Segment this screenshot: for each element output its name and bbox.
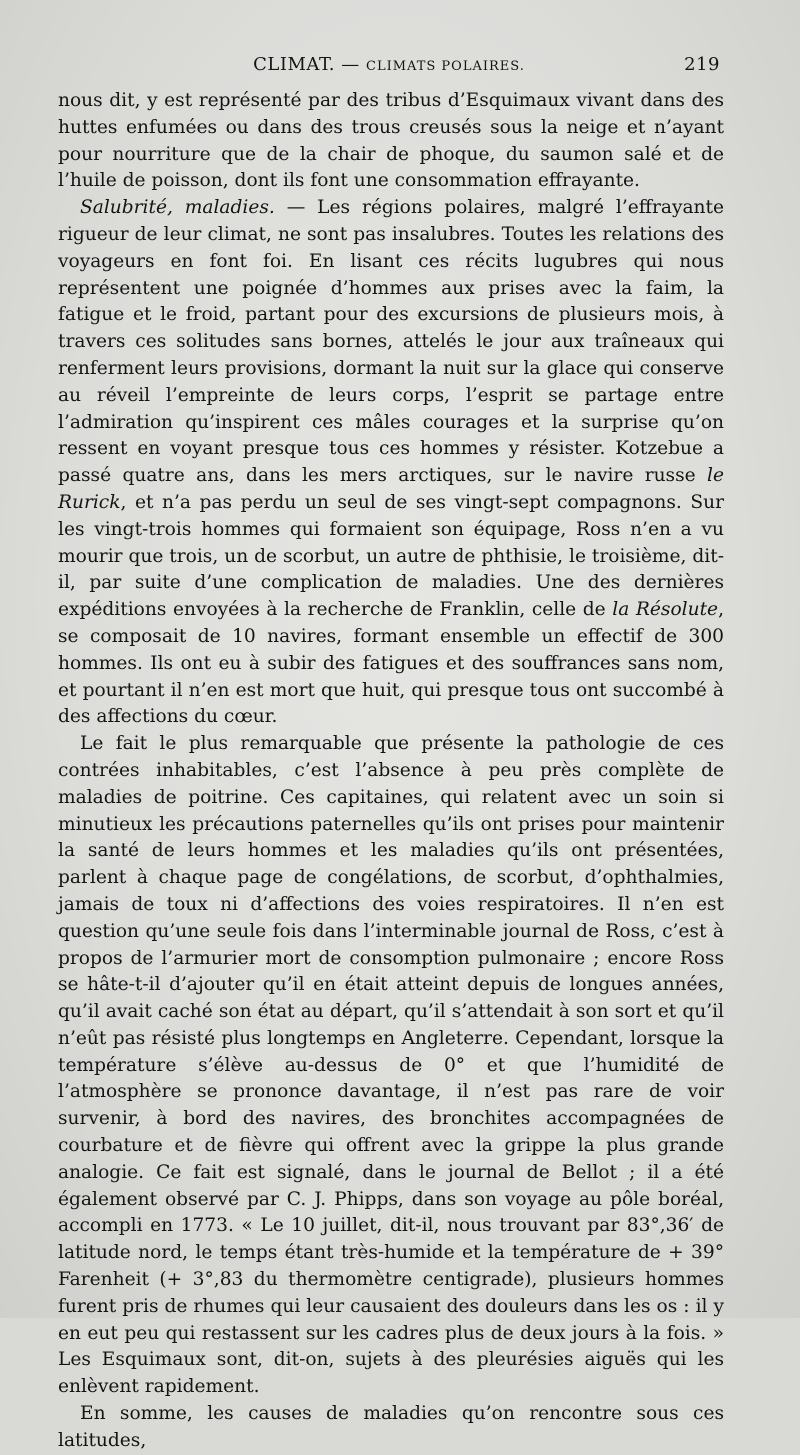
paragraph-salubrite	[58, 195, 724, 731]
paragraph-text: , et n’a pas perdu un seul de ses vingt-sept compagnons. Sur les vingt-trois hommes qui formaient son équipage, Ross n’en a vu mourir que trois, un de scorbut, un autre de phthisie, le troisième, dit-il, par suite d’une complication de maladies. Une des dernières expéditions envoyées à la recherche de Franklin, celle de	[58, 491, 724, 621]
section-heading: Salubrité, maladies.	[80, 197, 275, 219]
paragraph-text: , se composait de 10 navires, formant ensemble un effectif de 300 hommes. Ils ont eu à subir des fatigues et des souffrances sans nom, et pourtant il n’en est mort que huit, qui presque tous ont succombé à des affections du cœur.	[58, 599, 724, 728]
running-title	[58, 54, 720, 75]
running-header	[58, 54, 720, 80]
header-subsection: CLIMATS POLAIRES.	[366, 59, 525, 74]
paragraph-en-somme: En somme, les causes de maladies qu’on rencontre sous ces latitudes,	[58, 1403, 724, 1451]
header-section: CLIMAT.	[253, 54, 336, 75]
paragraph-continuation: nous dit, y est représenté par des tribus d’Esquimaux vivant dans des huttes enfumées ou dans des trous creusés sous la neige et n’ayant pour nourriture que de la chair de phoque, du saumon salé et de l’huile de poisson, dont ils font une consommation effrayante.	[58, 90, 724, 192]
heading-dash: —	[274, 197, 318, 219]
paragraph-text: Les régions polaires, malgré l’effrayante rigueur de leur climat, ne sont pas insalubres. Toutes les relations des voyageurs en font foi. En lisant ces récits lugubres qui nous représentent une poignée d’hommes aux prises avec la faim, la fatigue et le froid, partant pour des excursions de plusieurs mois, à travers ces solitudes sans bornes, attelés le jour aux traîneaux qui renferment leurs provisions, dormant la nuit sur la glace qui conserve au réveil l’empreinte de leurs corps, l’esprit se partage entre l’admiration qu’inspirent ces mâles courages et la surprise qu’on ressent en voyant presque tous ces hommes y résister. Kotzebue a passé quatre ans, dans les mers arctiques, sur le navire russe	[58, 197, 724, 487]
page-number: 219	[684, 54, 720, 75]
ship-name: le Rurick	[58, 465, 724, 513]
ship-name: la Résolute	[612, 599, 719, 621]
header-separator: —	[341, 54, 360, 75]
body-text	[58, 88, 724, 1455]
paragraph-pathologie: Le fait le plus remarquable que présente la pathologie de ces contrées inhabitables, c’est l’absence à peu près complète de maladies de poitrine. Ces capitaines, qui relatent avec un soin si minutieux les précautions paternelles qu’ils ont prises pour maintenir la santé de leurs hommes et les maladies qu’ils ont présentées, parlent à chaque page de congélations, de scorbut, d’ophthalmies, jamais de toux ni d’affections des voies respiratoires. Il n’en est question qu’une seule fois dans l’interminable journal de Ross, c’est à propos de l’armurier mort de consomption pulmonaire ; encore Ross se hâte-t-il d’ajouter qu’il en était atteint depuis de longues années, qu’il avait caché son état au départ, qu’il s’attendait à son sort et qu’il n’eût pas résisté plus longtemps en Angleterre. Cependant, lorsque la température s’élève au-dessus de 0° et que l’humidité de l’atmosphère se prononce davantage, il n’est pas rare de voir survenir, à bord des navires, des bronchites accompagnées de courbature et de fièvre qui offrent avec la grippe la plus grande analogie. Ce fait est signalé, dans le journal de Bellot ; il a été également observé par C. J. Phipps, dans son voyage au pôle boréal, accompli en 1773. « Le 10 juillet, dit-il, nous trouvant par 83°,36′ de latitude nord, le temps étant très-humide et la température de + 39° Farenheit (+ 3°,83 du thermomètre centigrade), plusieurs hommes furent pris de rhumes qui leur causaient des douleurs dans les os : il y en eut peu qui restassent sur les cadres plus de deux jours à la fois. » Les Esquimaux sont, dit-on, sujets à des pleurésies aiguës qui les enlèvent rapidement.	[58, 733, 724, 1398]
